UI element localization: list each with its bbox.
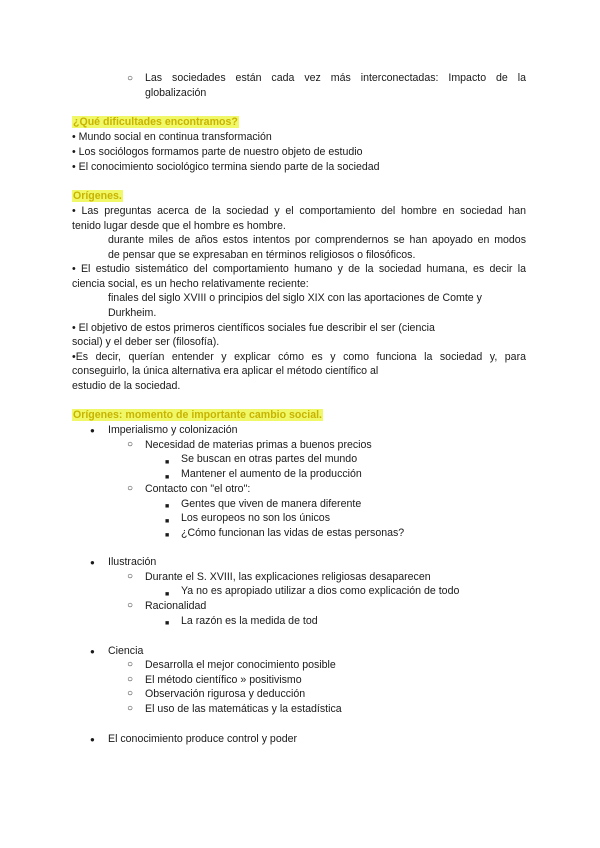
- list-item: Racionalidad: [145, 600, 207, 612]
- circle-bullet-icon: [127, 673, 133, 685]
- list-item: El método científico » positivismo: [145, 674, 302, 686]
- paragraph-line: ciencia social, es un hecho relativamente reciente:: [72, 278, 309, 290]
- square-bullet-icon: [165, 514, 169, 526]
- paragraph-line: • Las preguntas acerca de la sociedad y el comportamiento del hombre en sociedad han: [72, 205, 526, 217]
- square-bullet-icon: [165, 587, 169, 599]
- list-item: Necesidad de materias primas a buenos precios: [145, 439, 372, 451]
- paragraph-line: conseguirlo, la única alternativa era aplicar el método científico al: [72, 365, 379, 377]
- square-bullet-icon: [165, 455, 169, 467]
- square-bullet-icon: [165, 470, 169, 482]
- paragraph-line: •Es decir, querían entender y explicar cómo es y como funciona la sociedad y, para: [72, 351, 526, 363]
- paragraph-line: Durkheim.: [108, 307, 157, 319]
- list-item: El conocimiento produce control y poder: [108, 733, 298, 745]
- circle-bullet-icon: [127, 72, 133, 84]
- circle-bullet-icon: [127, 687, 133, 699]
- bullet-icon: [90, 424, 95, 436]
- list-item: Contacto con "el otro":: [145, 483, 251, 495]
- bullet-icon: [90, 645, 95, 657]
- intro-line: Las sociedades están cada vez más interconectadas: Impacto de la: [145, 72, 526, 84]
- list-item: La razón es la medida de tod: [181, 615, 318, 627]
- list-item: Ya no es apropiado utilizar a dios como explicación de todo: [181, 585, 460, 597]
- list-item: Gentes que viven de manera diferente: [181, 498, 362, 510]
- circle-bullet-icon: [127, 702, 133, 714]
- bullet-icon: [90, 556, 95, 568]
- section-heading-origenes: Orígenes.: [73, 190, 122, 202]
- circle-bullet-icon: [127, 482, 133, 494]
- list-item: Durante el S. XVIII, las explicaciones religiosas desaparecen: [145, 571, 431, 583]
- paragraph-line: finales del siglo XVIII o principios del siglo XIX con las aportaciones de Comte y: [108, 292, 482, 304]
- list-item: Observación rigurosa y deducción: [145, 688, 306, 700]
- paragraph-line: estudio de la sociedad.: [72, 380, 181, 392]
- square-bullet-icon: [165, 616, 169, 628]
- list-item: • Mundo social en continua transformación: [72, 131, 272, 143]
- list-item: Ilustración: [108, 556, 157, 568]
- circle-bullet-icon: [127, 570, 133, 582]
- list-item: Desarrolla el mejor conocimiento posible: [145, 659, 336, 671]
- intro-line: globalización: [145, 87, 207, 99]
- list-item: El uso de las matemáticas y la estadística: [145, 703, 342, 715]
- paragraph-line: • El objetivo de estos primeros científicos sociales fue describir el ser (ciencia: [72, 322, 435, 334]
- paragraph-line: social) y el deber ser (filosofía).: [72, 336, 220, 348]
- circle-bullet-icon: [127, 599, 133, 611]
- square-bullet-icon: [165, 528, 169, 540]
- circle-bullet-icon: [127, 438, 133, 450]
- list-item: ¿Cómo funcionan las vidas de estas personas?: [181, 527, 405, 539]
- paragraph-line: tenido lugar desde que el hombre es hombre.: [72, 220, 286, 232]
- list-item: Mantener el aumento de la producción: [181, 468, 362, 480]
- list-item: • El conocimiento sociológico termina siendo parte de la sociedad: [72, 161, 380, 173]
- paragraph-line: durante miles de años estos intentos por comprendernos se han apoyado en modos: [108, 234, 526, 246]
- bullet-icon: [90, 733, 95, 745]
- square-bullet-icon: [165, 499, 169, 511]
- list-item: Imperialismo y colonización: [108, 424, 238, 436]
- section-heading-cambio: Orígenes: momento de importante cambio social.: [73, 409, 323, 421]
- list-item: • Los sociólogos formamos parte de nuestro objeto de estudio: [72, 146, 363, 158]
- list-item: Ciencia: [108, 645, 144, 657]
- section-heading-dificultades: ¿Qué dificultades encontramos?: [73, 116, 238, 128]
- list-item: Se buscan en otras partes del mundo: [181, 453, 358, 465]
- list-item: Los europeos no son los únicos: [181, 512, 331, 524]
- circle-bullet-icon: [127, 658, 133, 670]
- paragraph-line: • El estudio sistemático del comportamiento humano y de la sociedad humana, es decir la: [72, 263, 526, 275]
- paragraph-line: de pensar que se expresaban en términos religiosos o filosóficos.: [108, 249, 416, 261]
